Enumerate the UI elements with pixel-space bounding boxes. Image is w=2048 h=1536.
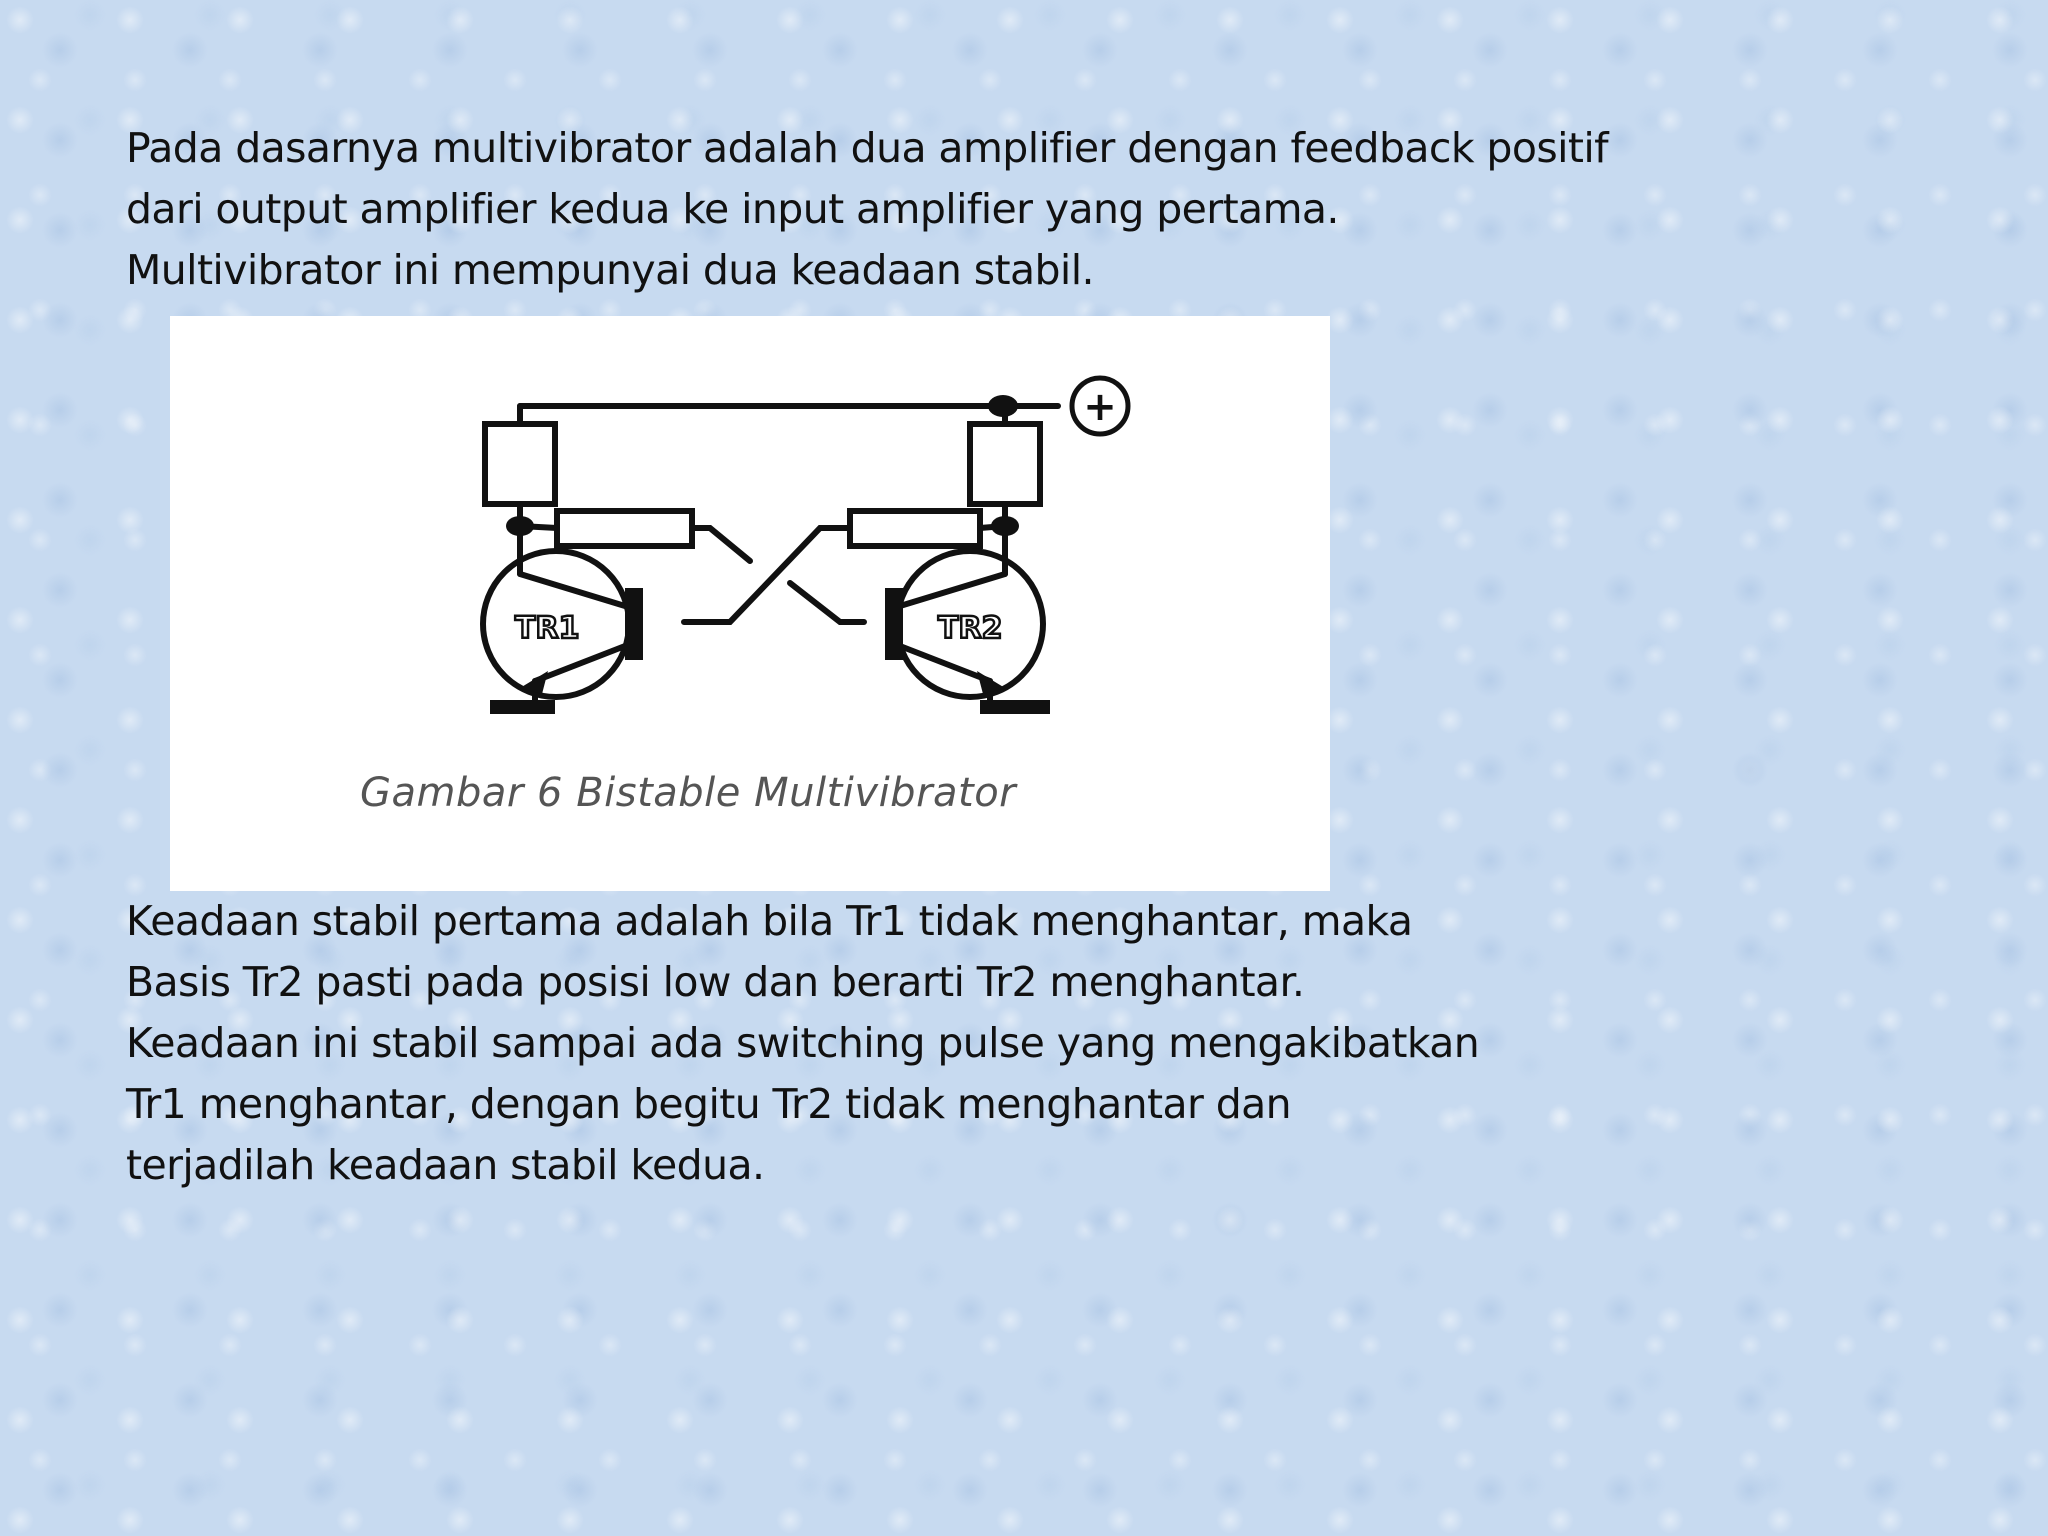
tr1-base-bar xyxy=(625,588,643,660)
cross-resistor-left xyxy=(557,511,692,546)
cross-wire-tr2-base xyxy=(790,583,864,622)
intro-line-1: Pada dasarnya multivibrator adalah dua amplifier dengan feedback positif xyxy=(126,124,1608,172)
ground-left xyxy=(490,700,555,714)
explanation-line-1: Keadaan stabil pertama adalah bila Tr1 tidak menghantar, maka xyxy=(126,897,1413,945)
collector-resistor-left xyxy=(485,424,555,504)
intro-paragraph xyxy=(126,118,1608,301)
explanation-line-5: terjadilah keadaan stabil kedua. xyxy=(126,1141,765,1189)
intro-line-3: Multivibrator ini mempunyai dua keadaan stabil. xyxy=(126,246,1094,294)
cross-wire-left-upper xyxy=(692,528,750,561)
junction-right xyxy=(991,516,1019,536)
collector-resistor-right xyxy=(970,424,1040,504)
supply-plus-label: + xyxy=(1083,384,1117,430)
circuit-figure xyxy=(170,316,1330,891)
junction-left xyxy=(506,516,534,536)
explanation-line-3: Keadaan ini stabil sampai ada switching pulse yang mengakibatkan xyxy=(126,1019,1480,1067)
cross-resistor-right xyxy=(850,511,980,546)
explanation-paragraph xyxy=(126,891,1479,1196)
tr2-base-bar xyxy=(885,588,903,660)
ground-right xyxy=(980,700,1050,714)
explanation-line-2: Basis Tr2 pasti pada posisi low dan berarti Tr2 menghantar. xyxy=(126,958,1305,1006)
explanation-line-4: Tr1 menghantar, dengan begitu Tr2 tidak menghantar dan xyxy=(126,1080,1292,1128)
figure-caption: Gambar 6 Bistable Multivibrator xyxy=(360,770,1017,816)
intro-line-2: dari output amplifier kedua ke input amplifier yang pertama. xyxy=(126,185,1339,233)
junction-supply xyxy=(988,395,1018,417)
tr2-label: TR2 xyxy=(938,611,1003,646)
tr1-label: TR1 xyxy=(515,611,580,646)
